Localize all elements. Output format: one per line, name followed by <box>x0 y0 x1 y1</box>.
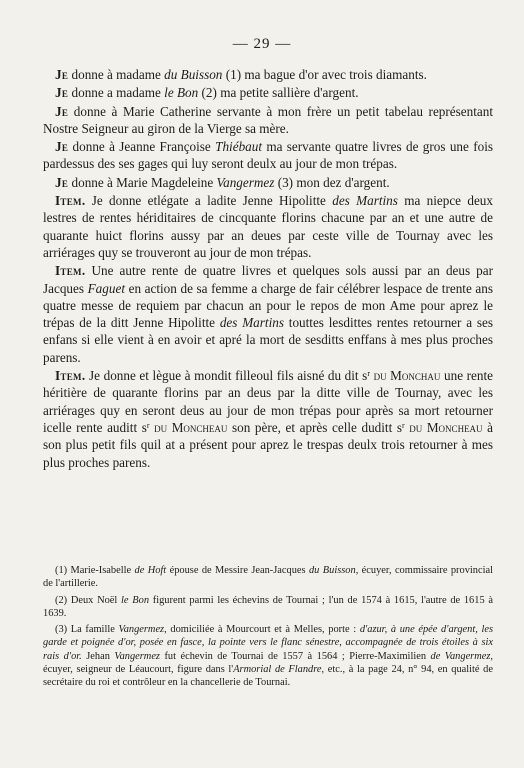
footnote-run: d'azur, à une épée d'argent, les garde et poignée d'or, posée en fasce, la pointe vers le flanc sénestre, accompagnée de trois étoiles à six rais d'or. <box>43 624 494 662</box>
paragraph-run: du Buisson <box>164 67 223 82</box>
paragraph-run: (3) mon dez d'argent. <box>274 174 390 190</box>
paragraph-run: r <box>146 420 150 430</box>
page-number: — 29 — <box>232 36 292 52</box>
footnote-run: épouse de Messire Jean-Jacques <box>166 565 309 576</box>
paragraph-run: Je <box>55 139 69 155</box>
paragraph-run: donne à Jeanne Françoise <box>68 139 216 155</box>
paragraph-run: du Moncheau <box>409 419 483 435</box>
footnote-run: (3) La famille <box>55 624 119 636</box>
footnote-run: , écuyer, commissaire provincial de l'artillerie. <box>43 565 493 590</box>
footnote-run: du Buisson <box>308 565 356 576</box>
paragraph-run: du Monchau <box>373 368 441 384</box>
paragraph-run: en action de sa femme a charge de fair célébrer lespace de trente ans quatre messe de requiem par chacun an pour le repos de mon Ame pour aprez le trépas de la ditt Jenne Hipolitte <box>43 280 493 331</box>
footnote-run: Vangermez <box>114 650 160 662</box>
paragraph <box>43 174 493 191</box>
footnote <box>43 564 493 591</box>
footnote-run: (1) Marie-Isabelle <box>55 565 135 576</box>
footnote-run: (2) Deux Noël <box>55 594 122 606</box>
footnote-run: de Hoft <box>134 565 167 576</box>
paragraph-run: Je donne et lègue à mondit filleoul fils aisné du dit s <box>85 368 368 384</box>
body-text <box>43 66 493 472</box>
paragraph-run: r <box>401 420 405 430</box>
paragraph-run: donne à Marie Magdeleine <box>68 174 217 190</box>
paragraph-run: Item. <box>55 263 86 279</box>
paragraph-run: (2) ma petite sallière d'argent. <box>198 85 359 101</box>
paragraph <box>43 103 493 138</box>
footnotes <box>43 564 493 693</box>
footnote-run: Armorial de Flandre <box>233 664 322 676</box>
paragraph <box>43 66 493 83</box>
paragraph-run: Thiébaut <box>215 139 263 155</box>
paragraph-run: Une autre rente de quatre livres et quelques sols aussi par an deus par Jacques <box>43 263 493 296</box>
paragraph <box>43 192 493 261</box>
paragraph-run: donne a madame <box>68 85 165 101</box>
paragraph-run: r <box>367 369 370 379</box>
footnote-run: , etc., à la page 24, n° 94, en qualité de secrétaire du roi et contrôleur en la chancellerie de Tournai. <box>43 664 493 689</box>
paragraph-run: ma servante quatre livres de gros une fois pardessus des ses gages qui luy seront deulx au jour de mon trépas. <box>43 139 493 172</box>
paragraph <box>43 138 493 173</box>
footnote-run: Vangermez <box>118 624 165 636</box>
paragraph-run: Je <box>55 103 69 119</box>
paragraph-run: des Martins <box>332 193 398 209</box>
paragraph-run: à son plus petit fils quil at a présent pour aprez le trespas deulx trois retourner à mes plus proches parens. <box>43 419 494 470</box>
paragraph-run: donne à Marie Catherine servante à mon frère un petit tabelau représentant Nostre Seigneur au giron de la Vierge sa mère. <box>43 103 493 136</box>
paragraph-run: une rente héritière de quarante florins par an deus par la ditte ville de Tournay, avec les arriérages quy en seront deus au jour de mon trépas pour après sa mort retourner icelle rente auditt s <box>43 368 493 435</box>
paragraph <box>43 367 493 471</box>
footnote-run: fut échevin de Tournai de 1557 à 1564 ; Pierre-Maximilien <box>159 650 431 662</box>
footnote-run: Jehan <box>81 650 115 662</box>
paragraph-run: touttes lesdittes rentes retourner a ses enfans si elle vient à en avoir et apré la mort de sesditts enffans à mes plus proches parens. <box>43 315 493 365</box>
paragraph-run: du Moncheau <box>154 419 228 435</box>
footnote <box>43 623 493 689</box>
footnote-run: , écuyer, seigneur de Léaucourt, figure dans l' <box>43 650 493 676</box>
footnote-run: figurent parmi les échevins de Tournai ; l'un de 1574 à 1615, l'autre de 1615 à 1639. <box>43 594 493 619</box>
footnote <box>43 594 493 621</box>
paragraph-run: Item. <box>55 193 86 209</box>
paragraph-run: ma niepce deux lestres de rentes hériditaires de cincquante florins chacune par an et une autre de quarante huict florins aussy par an deues par ceste ville de Tournay avec les arriérages quy se trouveront au jour de mon trépas. <box>43 193 493 260</box>
footnote-run: , domiciliée à Mourcourt et à Melles, porte : <box>164 624 360 636</box>
paragraph-run: le Bon <box>164 85 199 101</box>
paragraph-run: Je <box>55 174 69 190</box>
paragraph-run: Je <box>55 67 69 82</box>
footnote-run: de Vangermez <box>430 650 491 662</box>
paragraph-run: Faguet <box>87 280 125 296</box>
paragraph <box>43 262 493 366</box>
paragraph-run: (1) ma bague d'or avec trois diamants. <box>222 67 427 82</box>
paragraph <box>43 84 493 101</box>
footnote-run: le Bon <box>121 594 150 606</box>
paragraph-run: Je <box>55 85 69 101</box>
paragraph-run: donne à madame <box>68 67 165 82</box>
paragraph-run: des Martins <box>219 315 284 331</box>
paragraph-run: son père, et après celle duditt s <box>227 419 402 435</box>
paragraph-run: Vangermez <box>216 174 275 190</box>
paragraph-run: Je donne etlégate a ladite Jenne Hipolitte <box>85 193 333 209</box>
paragraph-run: Item. <box>55 368 86 384</box>
